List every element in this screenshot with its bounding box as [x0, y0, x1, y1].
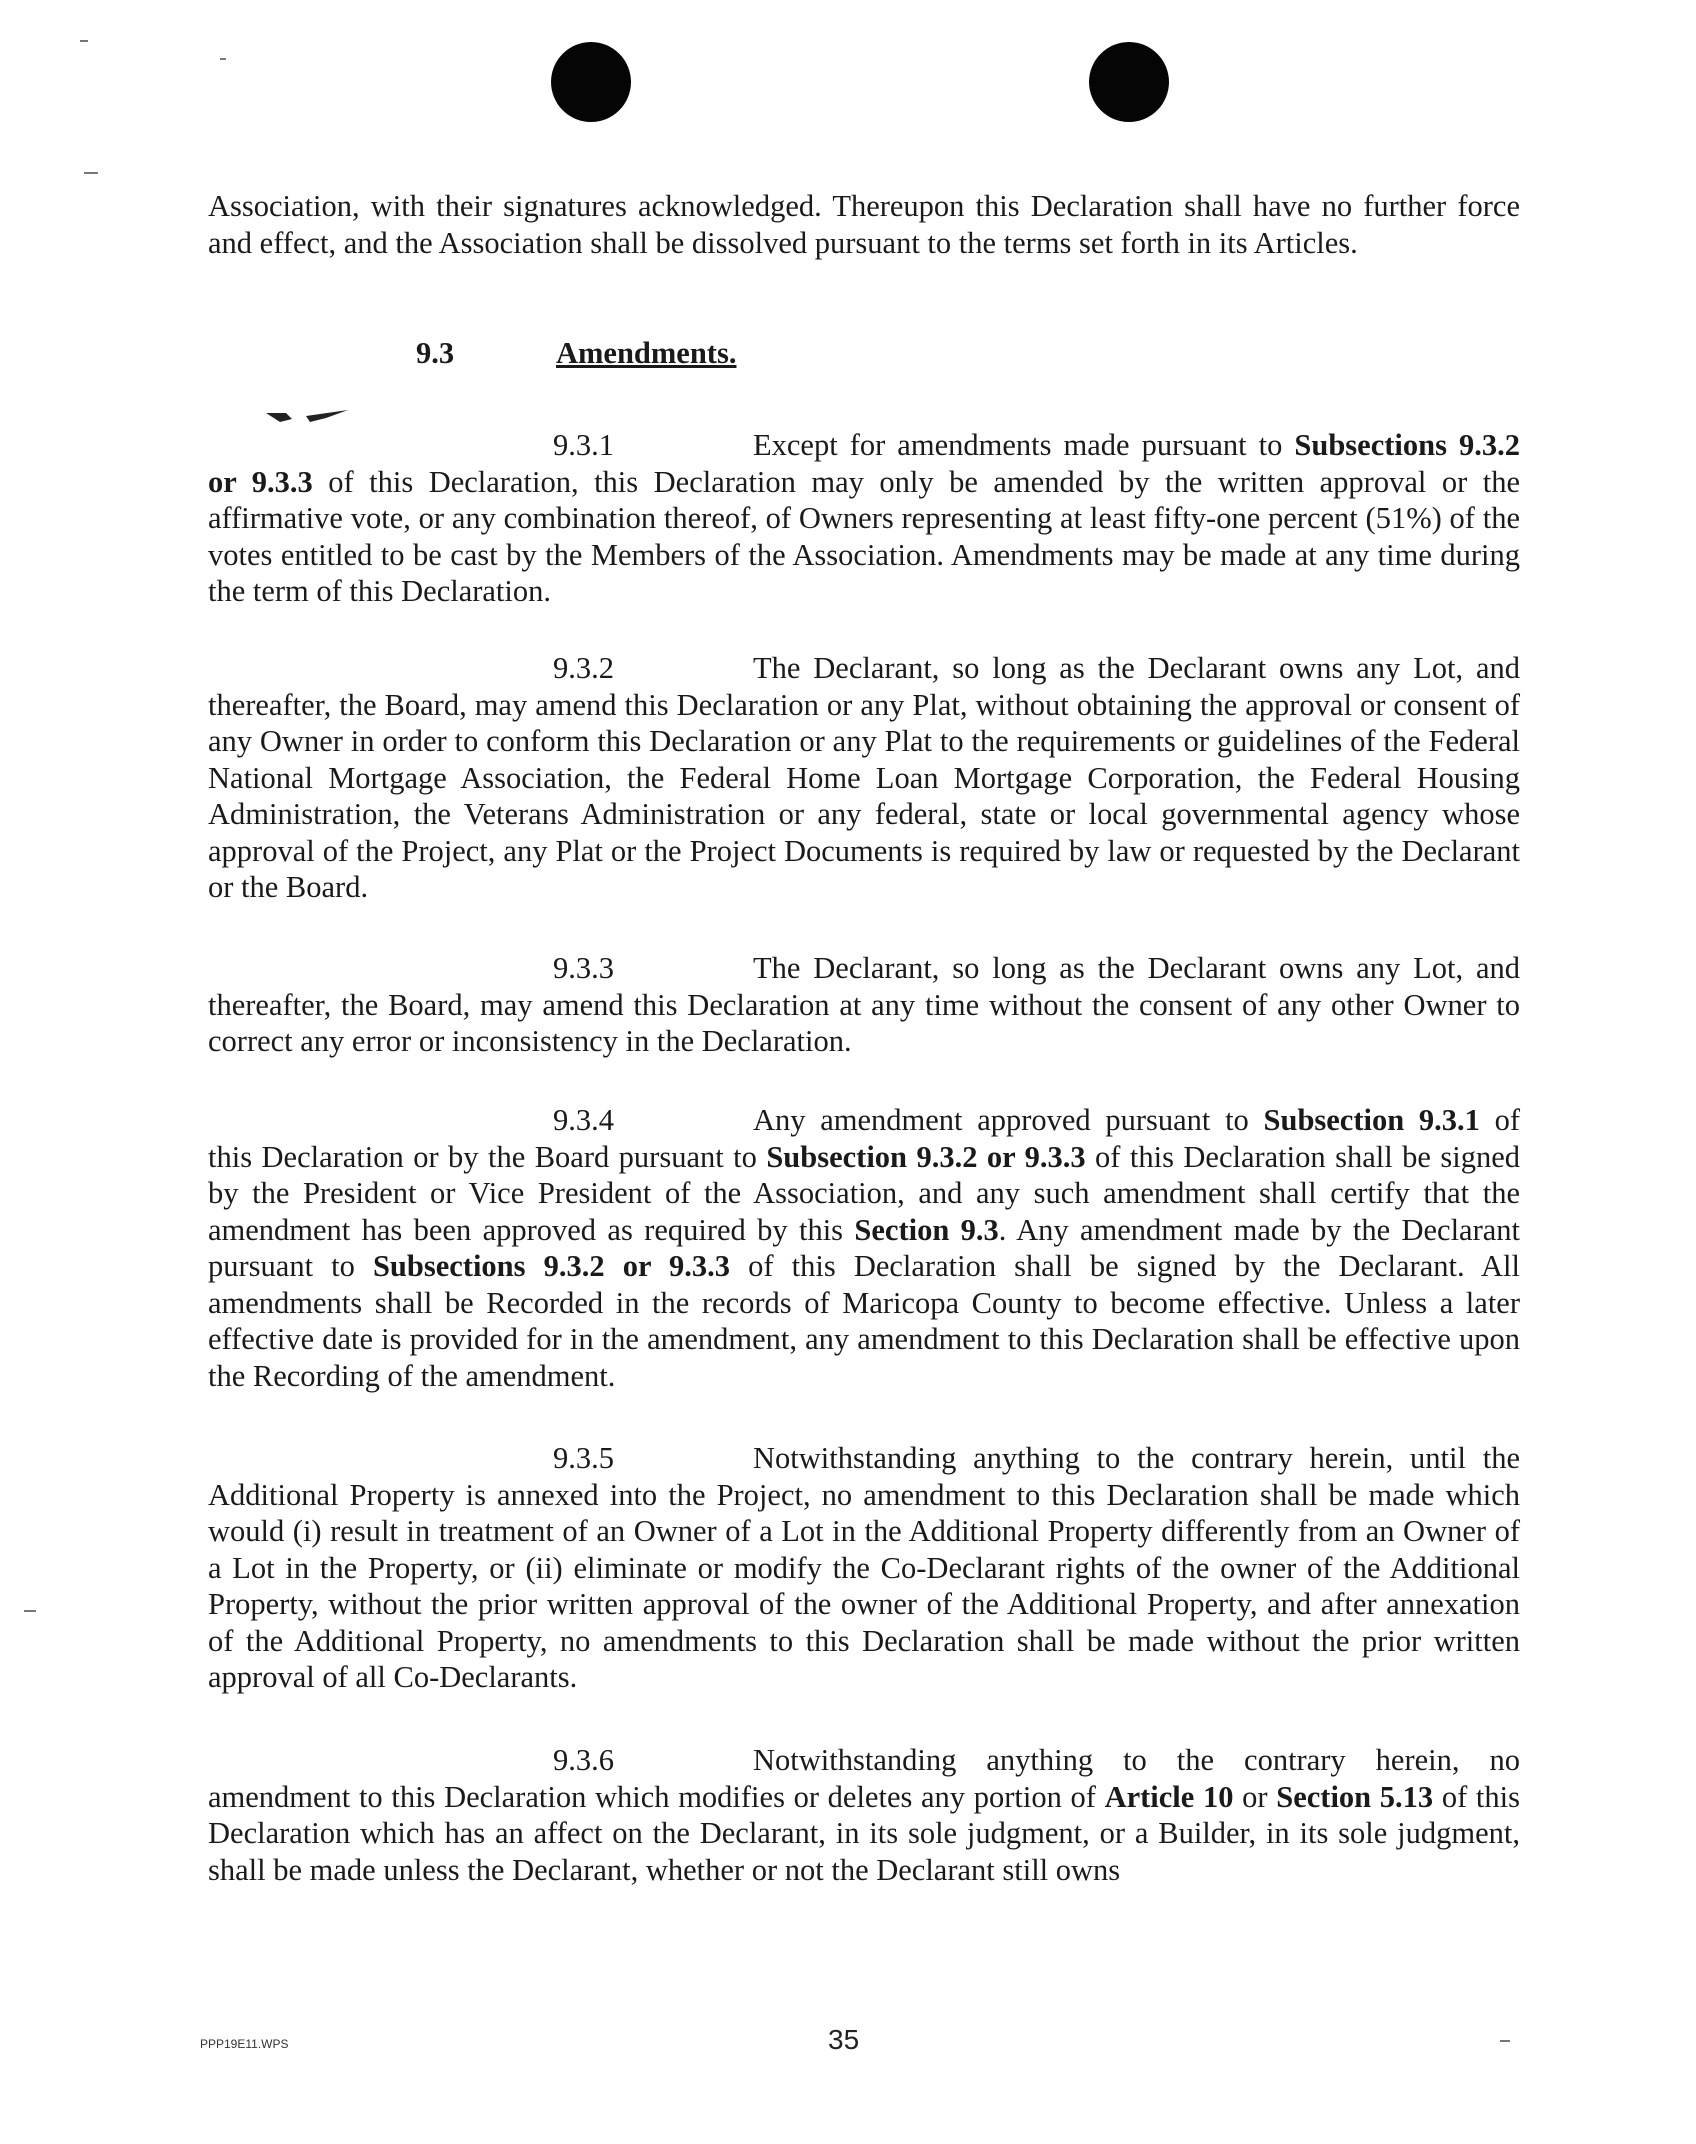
scan-mark-arrow [266, 410, 356, 424]
subsection-number: 9.3.5 [553, 1441, 614, 1475]
text-run: of this Declaration or by the Board pursuant to [208, 1103, 1520, 1174]
scan-speck [80, 40, 88, 42]
subsection-9-3-5 [208, 1440, 1520, 1696]
subsection-9-3-4 [208, 1102, 1520, 1394]
text-run: of this Declaration shall be signed by the President or Vice President of the Association, and any such amendment shall certify that the amendment has been approved as required by this [208, 1139, 1520, 1247]
continuation-text: Association, with their signatures acknowledged. Thereupon this Declaration shall have no further force and effect, and the Association shall be dissolved pursuant to the terms set forth in its Articles. [208, 189, 1520, 260]
subsection-paragraph [208, 650, 1520, 906]
subsection-number: 9.3.1 [553, 428, 614, 462]
punch-hole-left [551, 42, 631, 122]
bold-reference: Subsection 9.3.1 [1263, 1103, 1480, 1137]
subsection-paragraph [208, 1440, 1520, 1696]
bold-reference: Section 9.3 [854, 1212, 999, 1247]
subsection-number: 9.3.6 [553, 1743, 614, 1777]
bold-reference: Subsections 9.3.2 or 9.3.3 [372, 1249, 731, 1283]
subsection-number: 9.3.2 [553, 651, 614, 685]
scan-speck [84, 172, 98, 174]
section-number: 9.3 [416, 336, 455, 370]
text-run: The Declarant, so long as the Declarant owns any Lot, and thereafter, the Board, may amend this Declaration or any Plat, without obtaining the approval or consent of any Owner in order to conform this Declaration or any Plat to the requirements or guidelines of the Federal National Mortgage Association, the Federal Home Loan Mortgage Corporation, the Federal Housing Administration, the Veterans Administration or any federal, state or local governmental agency whose approval of the Project, any Plat or the Project Documents is required by law or requested by the Declarant or the Board. [208, 651, 1520, 904]
subsection-paragraph [208, 1742, 1520, 1888]
subsection-9-3-3 [208, 950, 1520, 1060]
text-run: of this Declaration, this Declaration may only be amended by the written approval or the affirmative vote, or any combination thereof, of Owners representing at least fifty-one percent (51%) of the votes entitled to be cast by the Members of the Association. Amendments may be made at any time during the term of this Declaration. [208, 464, 1520, 608]
page-number: 35 [828, 2024, 860, 2055]
continuation-paragraph [208, 188, 1520, 261]
section-title: Amendments. [556, 336, 737, 370]
bold-reference: Article 10 [1104, 1779, 1234, 1814]
punch-hole-right [1089, 42, 1169, 122]
text-run: of this Declaration which has an affect on the Declarant, in its sole judgment, or a Builder, in its sole judgment, shall be made unless the Declarant, whether or not the Declarant still owns [208, 1779, 1520, 1887]
bold-reference: Section 5.13 [1276, 1779, 1434, 1814]
subsection-paragraph [208, 950, 1520, 1060]
text-run: . Any amendment made by the Declarant pursuant to [208, 1212, 1520, 1283]
subsection-paragraph [208, 1102, 1520, 1394]
subsection-9-3-1 [208, 427, 1520, 610]
section-heading [416, 336, 736, 371]
bold-reference: Subsections 9.3.2 or 9.3.3 [208, 428, 1521, 499]
subsection-number: 9.3.3 [553, 951, 614, 985]
footer-filename: PPP19E11.WPS [200, 2037, 289, 2051]
text-run: Notwithstanding anything to the contrary herein, no amendment to this Declaration which modifies or deletes any portion of [208, 1743, 1520, 1814]
text-run: of this Declaration shall be signed by the Declarant. All amendments shall be Recorded in the records of Maricopa County to become effective. Unless a later effective date is provided for in the amendment, any amendment to this Declaration shall be effective upon the Recording of the amendment. [208, 1249, 1520, 1393]
bold-reference: Subsection 9.3.2 or 9.3.3 [766, 1139, 1086, 1174]
subsection-9-3-2 [208, 650, 1520, 906]
subsection-9-3-6 [208, 1742, 1520, 1888]
subsection-number: 9.3.4 [553, 1103, 614, 1137]
text-run: or [1233, 1779, 1277, 1814]
scan-speck [220, 58, 226, 60]
scan-speck [1500, 2040, 1510, 2042]
scan-speck [24, 1610, 36, 1612]
text-run: Except for amendments made pursuant to [753, 428, 1295, 462]
text-run: The Declarant, so long as the Declarant owns any Lot, and thereafter, the Board, may amend this Declaration at any time without the consent of any other Owner to correct any error or inconsistency in the Declaration. [208, 951, 1520, 1058]
text-run: Any amendment approved pursuant to [753, 1103, 1264, 1137]
subsection-paragraph [208, 427, 1520, 610]
text-run: Notwithstanding anything to the contrary herein, until the Additional Property is annexed into the Project, no amendment to this Declaration shall be made which would (i) result in treatment of an Owner of a Lot in the Additional Property differently from an Owner of a Lot in the Property, or (ii) eliminate or modify the Co-Declarant rights of the owner of the Additional Property, without the prior written approval of the owner of the Additional Property, and after annexation of the Additional Property, no amendments to this Declaration shall be made without the prior written approval of all Co-Declarants. [208, 1441, 1520, 1694]
